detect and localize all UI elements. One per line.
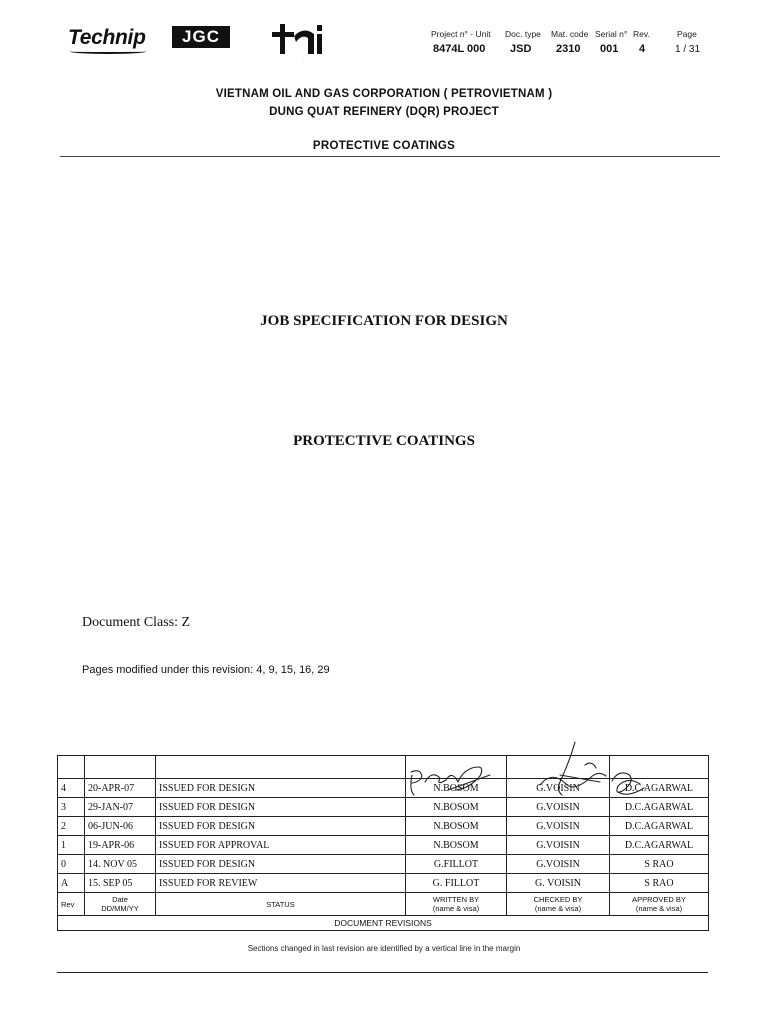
doc-type-value: JSD — [510, 43, 532, 55]
project-title: DUNG QUAT REFINERY (DQR) PROJECT — [269, 106, 499, 118]
project-number-value: 8474L 000 — [433, 43, 486, 55]
written-by-cell: N.BOSOM — [406, 836, 507, 855]
written-by-cell: G. FILLOT — [406, 874, 507, 893]
protective-coatings-title: PROTECTIVE COATINGS — [293, 433, 475, 449]
checked-by-header: CHECKED BY (name & visa) — [507, 893, 610, 916]
checked-by-cell: G. VOISIN — [507, 874, 610, 893]
rev-cell: 0 — [58, 855, 85, 874]
table-row-blank — [58, 756, 709, 779]
page-label: Page — [677, 29, 697, 39]
approved-by-cell: D.C.AGARWAL — [610, 836, 709, 855]
approved-by-cell: S RAO — [610, 874, 709, 893]
status-cell: ISSUED FOR DESIGN — [156, 855, 406, 874]
rev-cell: 1 — [58, 836, 85, 855]
checked-by-cell: G.VOISIN — [507, 779, 610, 798]
jgc-logo: JGC — [172, 26, 230, 48]
status-cell: ISSUED FOR DESIGN — [156, 779, 406, 798]
table-caption-row — [58, 916, 709, 931]
date-cell: 20-APR-07 — [85, 779, 156, 798]
written-by-cell: N.BOSOM — [406, 798, 507, 817]
date-cell: 15. SEP 05 — [85, 874, 156, 893]
revision-footnote: Sections changed in last revision are identified by a vertical line in the margin — [247, 944, 521, 953]
approved-by-cell: D.C.AGARWAL — [610, 779, 709, 798]
job-specification-title: JOB SPECIFICATION FOR DESIGN — [260, 313, 508, 329]
approved-by-cell: D.C.AGARWAL — [610, 798, 709, 817]
written-by-cell: N.BOSOM — [406, 779, 507, 798]
written-by-cell: G.FILLOT — [406, 855, 507, 874]
date-header: Date DD/MM/YY — [85, 893, 156, 916]
mat-code-value: 2310 — [556, 43, 581, 55]
table-row — [58, 874, 709, 893]
checked-by-cell: G.VOISIN — [507, 798, 610, 817]
table-row — [58, 798, 709, 817]
document-revisions-caption: DOCUMENT REVISIONS — [58, 916, 709, 931]
rev-cell: 4 — [58, 779, 85, 798]
status-cell: ISSUED FOR DESIGN — [156, 798, 406, 817]
rev-cell: A — [58, 874, 85, 893]
approved-by-cell: D.C.AGARWAL — [610, 817, 709, 836]
doc-type-label: Doc. type — [505, 29, 541, 39]
checked-by-cell: G.VOISIN — [507, 817, 610, 836]
date-cell: 29-JAN-07 — [85, 798, 156, 817]
table-row — [58, 836, 709, 855]
rev-cell: 3 — [58, 798, 85, 817]
approved-by-cell: S RAO — [610, 855, 709, 874]
section-title: PROTECTIVE COATINGS — [312, 140, 456, 152]
rev-label: Rev. — [633, 29, 650, 39]
ti-logo — [270, 22, 332, 63]
serial-number-label: Serial n° — [595, 29, 628, 39]
table-header-row — [58, 893, 709, 916]
pages-modified: Pages modified under this revision: 4, 9, 15, 16, 29 — [82, 664, 330, 676]
bottom-divider — [57, 972, 708, 973]
date-cell: 19-APR-06 — [85, 836, 156, 855]
status-cell: ISSUED FOR DESIGN — [156, 817, 406, 836]
table-row — [58, 855, 709, 874]
revision-table — [57, 755, 709, 931]
status-cell: ISSUED FOR REVIEW — [156, 874, 406, 893]
document-class: Document Class: Z — [82, 615, 191, 630]
status-header: STATUS — [156, 893, 406, 916]
checked-by-cell: G.VOISIN — [507, 836, 610, 855]
technip-logo: Technip — [68, 26, 146, 50]
written-by-cell: N.BOSOM — [406, 817, 507, 836]
status-cell: ISSUED FOR APPROVAL — [156, 836, 406, 855]
ti-logo-text: ti — [303, 62, 304, 63]
technip-swoosh — [70, 49, 146, 54]
serial-number-value: 001 — [600, 43, 619, 55]
date-cell: 06-JUN-06 — [85, 817, 156, 836]
written-by-header: WRITTEN BY (name & visa) — [406, 893, 507, 916]
checked-by-cell: G.VOISIN — [507, 855, 610, 874]
corporation-title: VIETNAM OIL AND GAS CORPORATION ( PETROVIETNAM ) — [215, 88, 553, 100]
page-value: 1 / 31 — [675, 44, 701, 55]
title-divider — [60, 156, 720, 157]
date-cell: 14. NOV 05 — [85, 855, 156, 874]
approved-by-header: APPROVED BY (name & visa) — [610, 893, 709, 916]
table-row — [58, 779, 709, 798]
rev-header: Rev — [58, 893, 85, 916]
rev-cell: 2 — [58, 817, 85, 836]
project-number-label: Project n° - Unit — [431, 29, 491, 39]
rev-value: 4 — [639, 43, 646, 55]
table-row — [58, 817, 709, 836]
mat-code-label: Mat. code — [551, 29, 589, 39]
